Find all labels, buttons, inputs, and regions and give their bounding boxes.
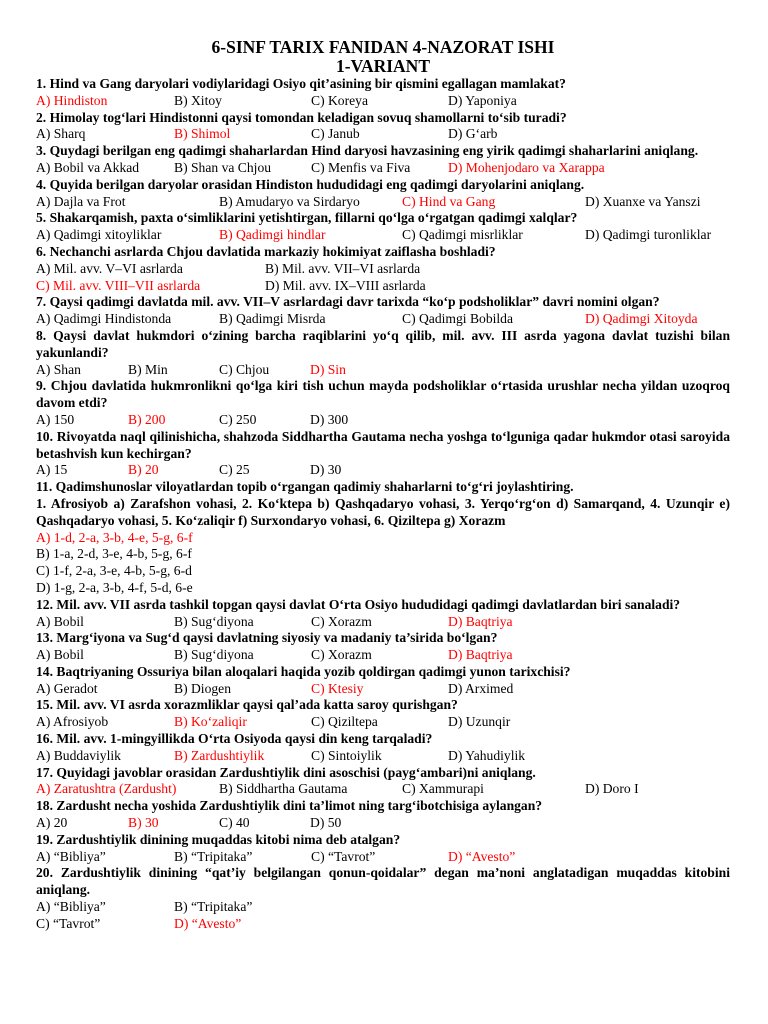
answer-option: A) Bobil (36, 613, 84, 629)
question-block (36, 429, 730, 479)
answer-option: C) Sintoiylik (311, 747, 382, 763)
question-text: 8. Qaysi davlat hukmdori o‘zining barcha raqiblarini yo‘q qilib, mil. avv. III asrda yagona davlat tuzishi bilan yakunlandi? (36, 327, 730, 360)
answer-option: B) Siddhartha Gautama (219, 781, 348, 797)
answer-option-correct: D) Mohenjodaro va Xarappa (448, 159, 605, 175)
answer-option: C) Chjou (219, 361, 270, 377)
answer-options (36, 815, 730, 832)
answer-option-correct: B) 30 (128, 815, 159, 831)
answer-option: A) 150 (36, 411, 75, 427)
question-text: 12. Mil. avv. VII asrda tashkil topgan qaysi davlat O‘rta Osiyo hududidagi qadimgi davlatlardan biri sanaladi? (36, 596, 681, 612)
answer-option: D) 50 (310, 815, 342, 831)
answer-option-correct: B) Ko‘zaliqir (174, 714, 247, 730)
question-block (36, 865, 730, 932)
answer-option: B) Sug‘diyona (174, 613, 254, 629)
answer-option: B) Sug‘diyona (174, 647, 254, 663)
question-block (36, 664, 730, 698)
page-title: 6-SINF TARIX FANIDAN 4-NAZORAT ISHI (211, 37, 555, 57)
answer-options (36, 563, 730, 580)
question-block (36, 76, 730, 110)
answer-option-correct: D) “Avesto” (448, 848, 516, 864)
answer-options (36, 647, 730, 664)
answer-option-correct: C) Hind va Gang (402, 193, 496, 209)
answer-option: D) Yahudiylik (448, 747, 526, 763)
answer-option-correct: D) Baqtriya (448, 647, 513, 663)
answer-options (36, 530, 730, 547)
answer-option: A) 20 (36, 815, 68, 831)
question-text: 3. Quydagi berilgan eng qadimgi shaharlardan Hind daryosi havzasining eng yirik qadimgi shaharlarini aniqlang. (36, 143, 699, 159)
answer-option: C) 40 (219, 815, 250, 831)
question-text: 9. Chjou davlatida hukmronlikni qo‘lga kiri tish uchun mayda podsholiklar o‘rtasida urushlar necha yildan uzoqroq davom etdi? (36, 378, 730, 411)
answer-option: B) Xitoy (174, 92, 222, 108)
answer-option: C) “Tavrot” (311, 848, 376, 864)
question-block (36, 244, 730, 294)
answer-option: A) Dajla va Frot (36, 193, 126, 209)
question-text: 18. Zardusht necha yoshida Zardushtiylik dini ta’limot ning targ‘ibotchisiga aylangan? (36, 798, 543, 814)
answer-option: C) 250 (219, 411, 257, 427)
question-text: 13. Marg‘iyona va Sug‘d qaysi davlatning siyosiy va madaniy ta’sirida bo‘lgan? (36, 630, 498, 646)
answer-options (36, 362, 730, 379)
answer-option: A) Bobil (36, 647, 84, 663)
question-block (36, 630, 730, 664)
question-text: 20. Zardushtiylik dinining “qat’iy belgilangan qonun-qoidalar” degan ma’noni anglatadigan muqaddas kitobini aniqlang. (36, 865, 730, 898)
answer-options (36, 278, 730, 295)
answer-options (36, 462, 730, 479)
answer-option-correct: A) Zaratushtra (Zardusht) (36, 781, 177, 797)
answer-options (36, 614, 730, 631)
answer-option: D) Xuanxe va Yanszi (585, 193, 701, 209)
question-block (36, 731, 730, 765)
answer-option: D) 300 (310, 411, 349, 427)
answer-option-correct: C) Ktesiy (311, 680, 364, 696)
question-block (36, 697, 730, 731)
answer-option: C) Menfis va Fiva (311, 159, 411, 175)
question-text: 6. Nechanchi asrlarda Chjou davlatida markaziy hokimiyat zaiflasha boshladi? (36, 243, 496, 259)
question-block (36, 294, 730, 328)
question-block (36, 210, 730, 244)
answer-option: C) 25 (219, 462, 250, 478)
answer-option-correct: B) Qadimgi hindlar (219, 227, 326, 243)
answer-option: A) “Bibliya” (36, 848, 106, 864)
variant-title: 1-VARIANT (336, 56, 430, 76)
answer-option: A) 15 (36, 462, 68, 478)
answer-option-correct: B) 200 (128, 411, 166, 427)
answer-options (36, 261, 730, 278)
answer-options (36, 748, 730, 765)
question-text: 7. Qaysi qadimgi davlatda mil. avv. VII–V asrlardagi davr tarixda “ko‘p podsholiklar” davri nomini olgan? (36, 294, 660, 310)
answer-option: D) Doro I (585, 781, 639, 797)
answer-option: A) Qadimgi xitoyliklar (36, 227, 162, 243)
question-text: 11. Qadimshunoslar viloyatlardan topib o‘rgangan qadimiy shaharlarni to‘g‘ri joylashtiring. (36, 479, 574, 495)
answer-options (36, 93, 730, 110)
answer-option-correct: D) Qadimgi Xitoyda (585, 311, 698, 327)
answer-option: C) Qadimgi Bobilda (402, 311, 514, 327)
answer-option-correct: B) 20 (128, 462, 159, 478)
question-text: 2. Himolay tog‘lari Hindistonni qaysi tomondan keladigan sovuq shamollarni to‘sib turadi? (36, 109, 567, 125)
question-block (36, 832, 730, 866)
answer-option-correct: C) Mil. avv. VIII–VII asrlarda (36, 277, 201, 293)
answer-option: D) Arximed (448, 680, 514, 696)
question-text: 14. Baqtriyaning Ossuriya bilan aloqalari haqida yozib qoldirgan qadimgi yunon tarixchisi? (36, 663, 571, 679)
answer-option-correct: A) Hindiston (36, 92, 108, 108)
answer-option: C) Xammurapi (402, 781, 484, 797)
answer-options (36, 849, 730, 866)
answer-options (36, 126, 730, 143)
answer-option: B) Diogen (174, 680, 232, 696)
answer-option: B) Qadimgi Misrda (219, 311, 326, 327)
answer-option: C) 1-f, 2-a, 3-e, 4-b, 5-g, 6-d (36, 563, 192, 579)
answer-option: A) Qadimgi Hindistonda (36, 311, 172, 327)
answer-option: D) Uzunqir (448, 714, 511, 730)
answer-option: A) Buddaviylik (36, 747, 121, 763)
answer-option: A) “Bibliya” (36, 899, 106, 915)
answer-option: D) 30 (310, 462, 342, 478)
answer-options (36, 546, 730, 563)
question-block (36, 479, 730, 597)
answer-option: A) Geradot (36, 680, 98, 696)
answer-options (36, 580, 730, 597)
answer-option-correct: D) Baqtriya (448, 613, 513, 629)
question-block (36, 798, 730, 832)
answer-option: C) Qiziltepa (311, 714, 378, 730)
answer-option: A) Bobil va Akkad (36, 159, 140, 175)
answer-option-correct: D) Sin (310, 361, 346, 377)
answer-options (36, 412, 730, 429)
answer-option-correct: A) 1-d, 2-a, 3-b, 4-e, 5-g, 6-f (36, 529, 193, 545)
question-block (36, 328, 730, 378)
answer-option: A) Afrosiyob (36, 714, 109, 730)
answer-option: A) Mil. avv. V–VI asrlarda (36, 260, 183, 276)
question-block (36, 110, 730, 144)
answer-options (36, 227, 730, 244)
answer-options (36, 781, 730, 798)
answer-option: C) Qadimgi misrliklar (402, 227, 523, 243)
question-block (36, 765, 730, 799)
question-text: 17. Quyidagi javoblar orasidan Zardushtiylik dini asoschisi (payg‘ambari)ni aniqlang. (36, 764, 536, 780)
question-text: 10. Rivoyatda naql qilinishicha, shahzoda Siddhartha Gautama necha yoshga to‘lguniga qadar hukmdor otasi saroyida betashvish kun kechirgan? (36, 428, 730, 461)
answer-option-correct: D) “Avesto” (174, 915, 242, 931)
answer-option: A) Sharq (36, 126, 86, 142)
answer-option-correct: B) Zardushtiylik (174, 747, 265, 763)
question-text: 16. Mil. avv. 1-mingyillikda O‘rta Osiyoda qaysi din keng tarqaladi? (36, 731, 433, 747)
question-block (36, 597, 730, 631)
question-text: 15. Mil. avv. VI asrda xorazmliklar qaysi qal’ada katta saroy qurishgan? (36, 697, 458, 713)
question-text: 5. Shakarqamish, paxta o‘simliklarini yetishtirgan, fillarni qo‘lga o‘rgatgan qadimgi xalqlar? (36, 210, 578, 226)
answer-options (36, 681, 730, 698)
answer-option: B) “Tripitaka” (174, 848, 253, 864)
answer-option: B) Min (128, 361, 168, 377)
answer-options (36, 160, 730, 177)
question-block (36, 143, 730, 177)
question-text: 4. Quyida berilgan daryolar orasidan Hindiston hududidagi eng qadimgi daryolarini aniqlang. (36, 176, 585, 192)
answer-option: D) Qadimgi turonliklar (585, 227, 712, 243)
answer-option: B) Shan va Chjou (174, 159, 272, 175)
answer-option: C) Janub (311, 126, 360, 142)
answer-option: B) Mil. avv. VII–VI asrlarda (265, 260, 421, 276)
answer-option: C) “Tavrot” (36, 915, 101, 931)
answer-option: A) Shan (36, 361, 81, 377)
question-block (36, 177, 730, 211)
answer-options (36, 899, 730, 916)
answer-option: D) Yaponiya (448, 92, 517, 108)
answer-option: B) Amudaryo va Sirdaryo (219, 193, 360, 209)
answer-option: D) Mil. avv. IX–VIII asrlarda (265, 277, 426, 293)
answer-options (36, 194, 730, 211)
answer-option-correct: B) Shimol (174, 126, 231, 142)
question-text: 19. Zardushtiylik dinining muqaddas kitobi nima deb atalgan? (36, 831, 401, 847)
question-text: 1. Hind va Gang daryolari vodiylaridagi Osiyo qit’asining bir qismini egallagan mamlakat? (36, 76, 566, 91)
answer-option: D) G‘arb (448, 126, 498, 142)
answer-option: C) Xorazm (311, 613, 372, 629)
answer-option: D) 1-g, 2-a, 3-b, 4-f, 5-d, 6-e (36, 579, 193, 595)
answer-options (36, 916, 730, 933)
question-matching-list: 1. Afrosiyob a) Zarafshon vohasi, 2. Ko‘ktepa b) Qashqadaryo vohasi, 3. Yerqo‘rg‘on d) Samarqand, 4. Uzunqir e) Qashqadaryo vohasi, 5. Ko‘zaliqir f) Surxondaryo vohasi, 6. Qiziltepa g) Xorazm (36, 495, 730, 528)
question-list (36, 76, 730, 933)
question-block (36, 378, 730, 428)
answer-option: C) Koreya (311, 92, 368, 108)
answer-option: B) “Tripitaka” (174, 899, 253, 915)
answer-options (36, 714, 730, 731)
answer-option: C) Xorazm (311, 647, 372, 663)
answer-option: B) 1-a, 2-d, 3-e, 4-b, 5-g, 6-f (36, 546, 192, 562)
answer-options (36, 311, 730, 328)
